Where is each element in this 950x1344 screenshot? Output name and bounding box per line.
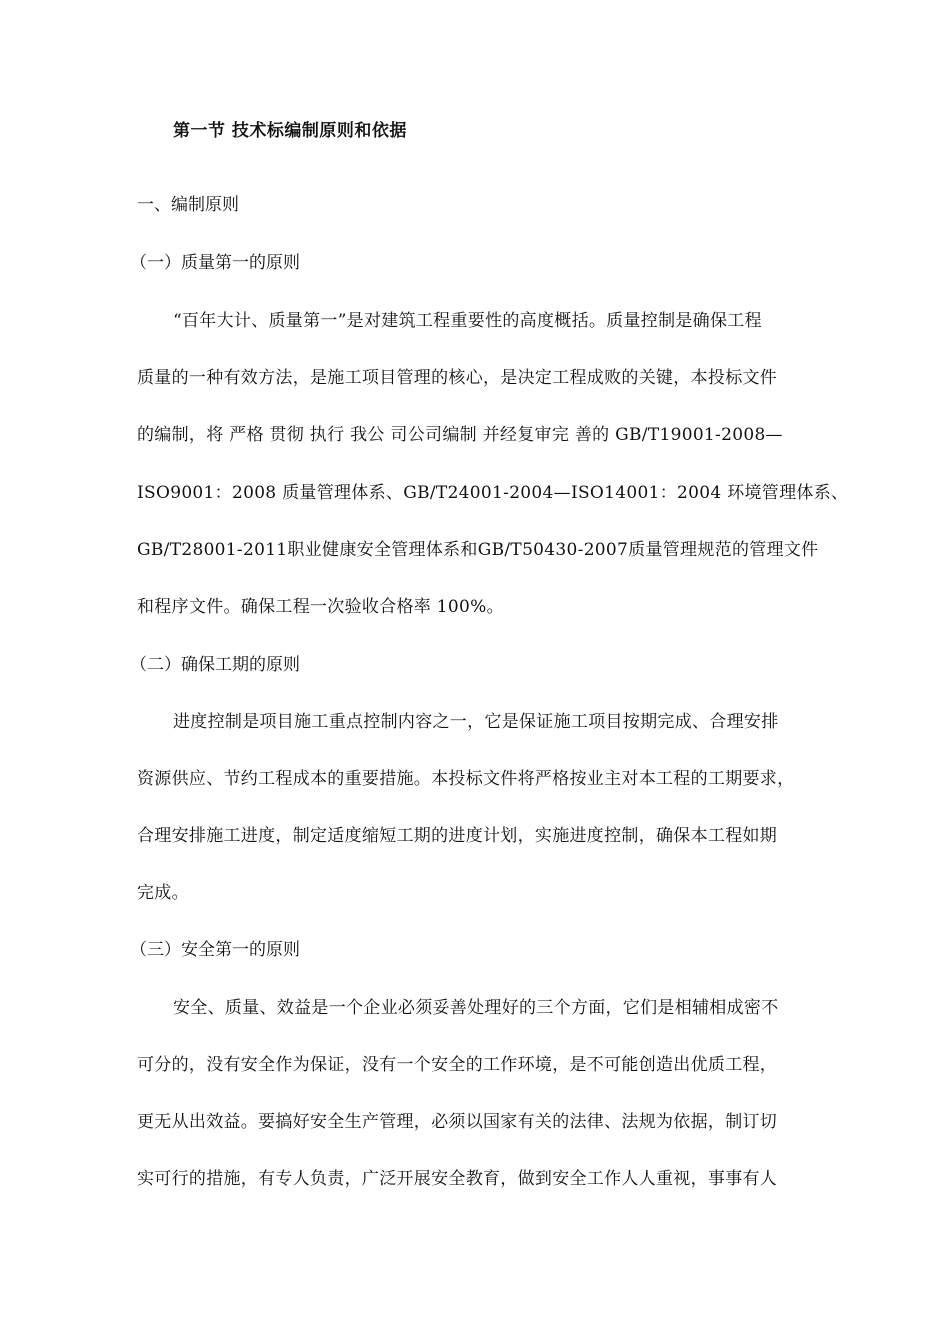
chapter-heading: 一、编制原则: [137, 195, 239, 215]
paragraph-line: GB/T28001-2011职业健康安全管理体系和GB/T50430-2007质量管理规范的管理文件: [137, 540, 819, 560]
paragraph-line: 资源供应、节约工程成本的重要措施。本投标文件将严格按业主对本工程的工期要求，: [137, 769, 795, 789]
subsection-heading-safety: （三）安全第一的原则: [130, 940, 300, 960]
paragraph-line: 和程序文件。确保工程一次验收合格率 100%。: [137, 597, 504, 617]
paragraph-line: 完成。: [137, 883, 189, 903]
paragraph-line: 进度控制是项目施工重点控制内容之一，它是保证施工项目按期完成、合理安排: [173, 712, 779, 732]
subsection-heading-quality: （一）质量第一的原则: [130, 253, 300, 273]
subsection-heading-schedule: （二）确保工期的原则: [130, 655, 300, 675]
paragraph-line: ISO9001：2008 质量管理体系、GB/T24001-2004—ISO14001：2004 环境管理体系、: [137, 483, 849, 503]
paragraph-line: 质量的一种有效方法，是施工项目管理的核心，是决定工程成败的关键，本投标文件: [137, 368, 778, 388]
paragraph-line: 安全、质量、效益是一个企业必须妥善处理好的三个方面，它们是相辅相成密不: [173, 998, 779, 1018]
paragraph-line: 实可行的措施，有专人负责，广泛开展安全教育，做到安全工作人人重视，事事有人: [137, 1169, 778, 1189]
paragraph-line: 合理安排施工进度，制定适度缩短工期的进度计划，实施进度控制，确保本工程如期: [137, 826, 778, 846]
paragraph-line: 的编制，将 严格 贯彻 执行 我公 司公司编制 并经复审完 善的 GB/T19001-2008—: [137, 425, 783, 445]
paragraph-line: 可分的，没有安全作为保证，没有一个安全的工作环境，是不可能创造出优质工程，: [137, 1055, 778, 1075]
paragraph-line: 更无从出效益。要搞好安全生产管理，必须以国家有关的法律、法规为依据，制订切: [137, 1112, 778, 1132]
paragraph-line: “百年大计、质量第一”是对建筑工程重要性的高度概括。质量控制是确保工程: [173, 311, 762, 331]
section-title: 第一节 技术标编制原则和依据: [173, 121, 407, 141]
